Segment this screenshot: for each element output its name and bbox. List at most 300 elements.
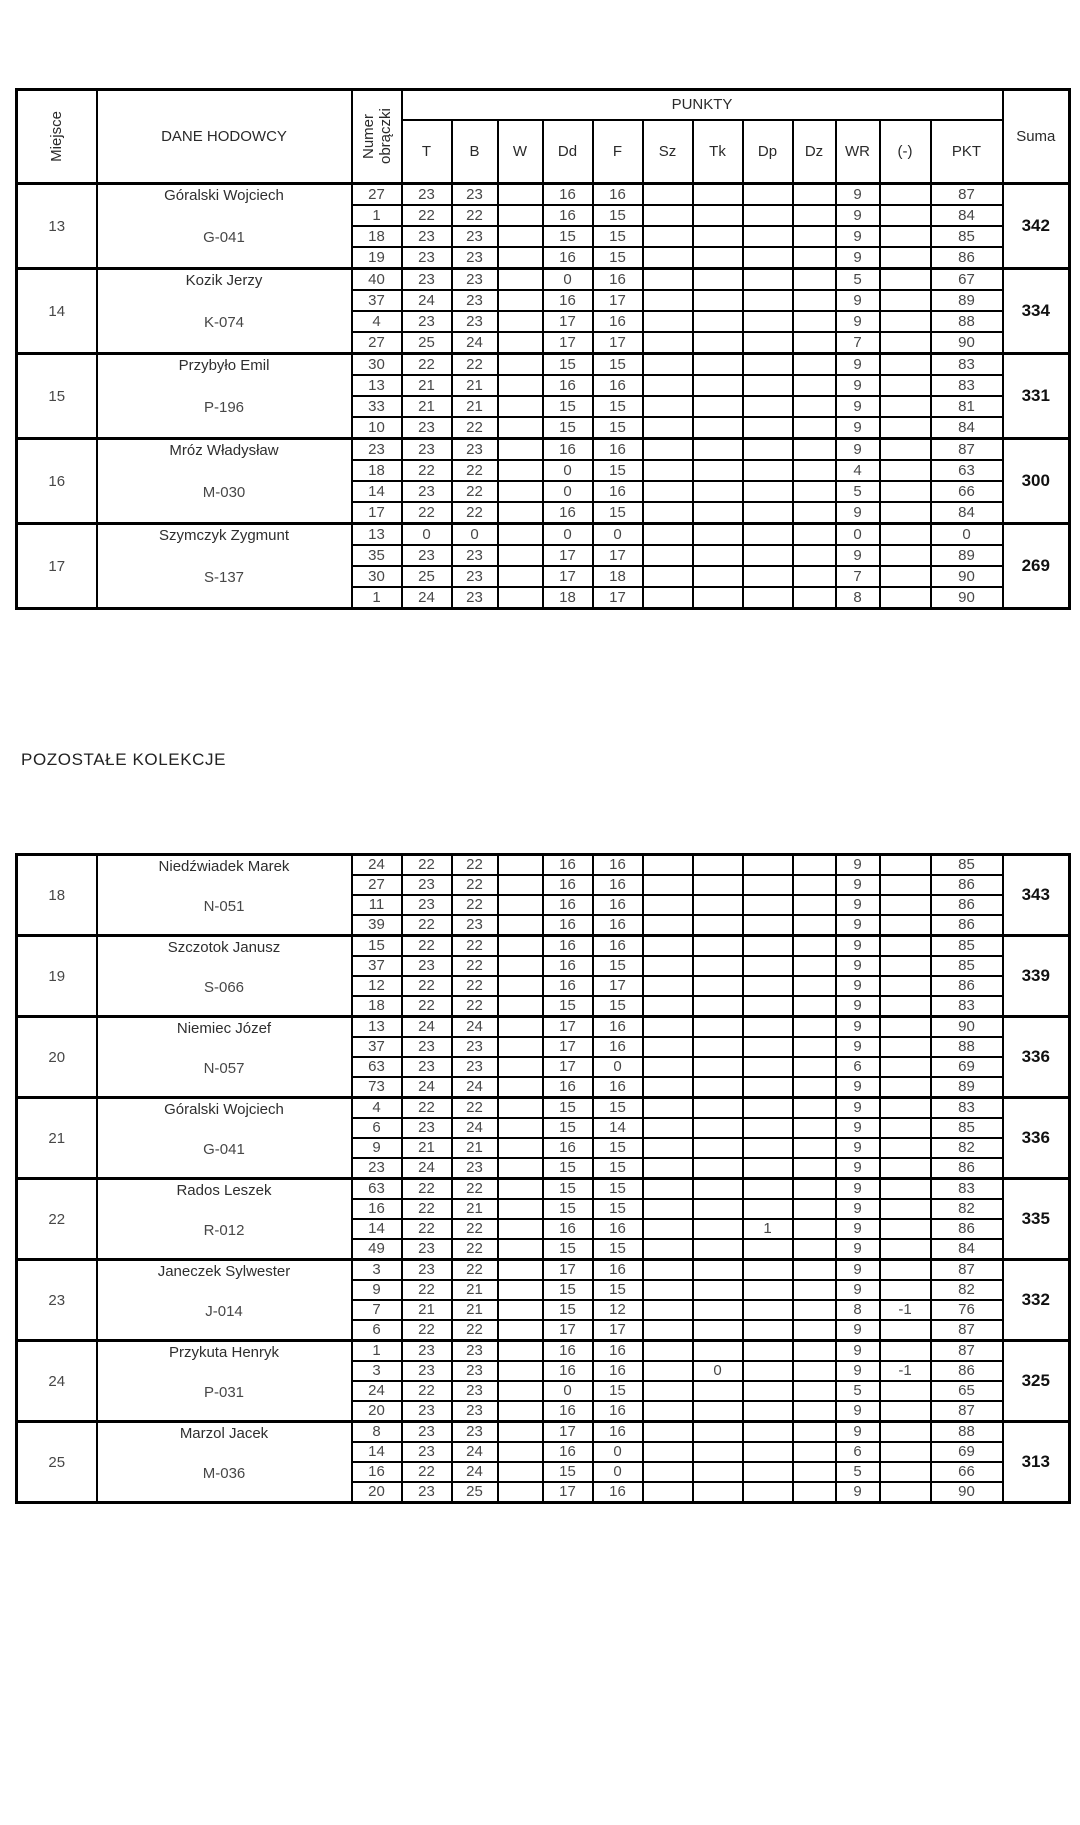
cell-Sz <box>643 545 693 566</box>
breeder-name: Szczotok Janusz <box>167 939 281 956</box>
cell-WR: 5 <box>836 269 880 291</box>
breeder-cell <box>97 184 352 269</box>
cell-Dd: 15 <box>543 1199 593 1219</box>
header-numer-obraczki <box>352 90 402 184</box>
cell-ring: 63 <box>352 1179 402 1200</box>
cell-W <box>498 247 543 269</box>
cell-minus <box>880 1482 931 1503</box>
cell-Dd: 16 <box>543 375 593 396</box>
cell-B: 22 <box>452 1179 498 1200</box>
header-col-Dd: Dd <box>543 120 593 184</box>
cell-Tk <box>693 1442 743 1462</box>
pigeon-row <box>17 184 1070 206</box>
cell-Dz <box>793 1138 836 1158</box>
cell-Tk <box>693 915 743 936</box>
cell-ring: 30 <box>352 354 402 376</box>
cell-Dz <box>793 417 836 439</box>
cell-Dp <box>743 956 793 976</box>
cell-Dd: 0 <box>543 524 593 546</box>
cell-WR: 9 <box>836 895 880 915</box>
cell-B: 22 <box>452 1239 498 1260</box>
cell-ring: 10 <box>352 417 402 439</box>
cell-ring: 20 <box>352 1482 402 1503</box>
pigeon-row <box>17 1179 1070 1200</box>
cell-minus <box>880 1057 931 1077</box>
place-cell: 17 <box>17 524 97 609</box>
cell-F: 16 <box>593 184 643 206</box>
breeder-code: S-137 <box>203 569 245 587</box>
cell-T: 23 <box>402 184 452 206</box>
cell-F: 15 <box>593 354 643 376</box>
cell-ring: 20 <box>352 1401 402 1422</box>
cell-T: 24 <box>402 290 452 311</box>
cell-T: 22 <box>402 1219 452 1239</box>
cell-Dd: 16 <box>543 1401 593 1422</box>
cell-T: 23 <box>402 1401 452 1422</box>
cell-Dd: 15 <box>543 417 593 439</box>
cell-Tk <box>693 1098 743 1119</box>
cell-Dp <box>743 1077 793 1098</box>
cell-minus <box>880 936 931 957</box>
cell-B: 23 <box>452 1361 498 1381</box>
cell-W <box>498 1341 543 1362</box>
cell-ring: 19 <box>352 247 402 269</box>
cell-B: 21 <box>452 1300 498 1320</box>
cell-Dz <box>793 1179 836 1200</box>
cell-Dd: 17 <box>543 1017 593 1038</box>
cell-Dd: 16 <box>543 976 593 996</box>
cell-B: 22 <box>452 481 498 502</box>
cell-Dp <box>743 545 793 566</box>
cell-WR: 9 <box>836 396 880 417</box>
cell-T: 22 <box>402 502 452 524</box>
cell-Sz <box>643 1199 693 1219</box>
place-cell: 18 <box>17 855 97 936</box>
cell-minus <box>880 1401 931 1422</box>
cell-Dp <box>743 976 793 996</box>
cell-Dd: 16 <box>543 205 593 226</box>
cell-B: 22 <box>452 417 498 439</box>
cell-minus <box>880 1462 931 1482</box>
cell-minus <box>880 460 931 481</box>
cell-PKT: 88 <box>931 311 1003 332</box>
cell-W <box>498 1381 543 1401</box>
cell-B: 21 <box>452 1199 498 1219</box>
cell-Sz <box>643 269 693 291</box>
cell-Dd: 17 <box>543 1260 593 1281</box>
cell-Dz <box>793 1260 836 1281</box>
cell-Dz <box>793 1037 836 1057</box>
cell-Sz <box>643 396 693 417</box>
cell-ring: 8 <box>352 1422 402 1443</box>
cell-Sz <box>643 976 693 996</box>
cell-Sz <box>643 996 693 1017</box>
cell-minus: -1 <box>880 1361 931 1381</box>
cell-ring: 17 <box>352 502 402 524</box>
cell-minus <box>880 375 931 396</box>
cell-T: 22 <box>402 1199 452 1219</box>
results-table-2 <box>15 853 1071 1504</box>
cell-Dz <box>793 1361 836 1381</box>
cell-minus <box>880 566 931 587</box>
cell-B: 22 <box>452 936 498 957</box>
cell-Sz <box>643 184 693 206</box>
cell-minus <box>880 915 931 936</box>
cell-Dp <box>743 566 793 587</box>
cell-F: 16 <box>593 439 643 461</box>
breeder-name: Szymczyk Zygmunt <box>158 527 290 544</box>
cell-B: 23 <box>452 1158 498 1179</box>
cell-Sz <box>643 247 693 269</box>
cell-B: 24 <box>452 1017 498 1038</box>
cell-WR: 9 <box>836 875 880 895</box>
cell-PKT: 84 <box>931 1239 1003 1260</box>
cell-W <box>498 1361 543 1381</box>
cell-W <box>498 1077 543 1098</box>
cell-T: 23 <box>402 481 452 502</box>
cell-Sz <box>643 1138 693 1158</box>
cell-B: 22 <box>452 875 498 895</box>
cell-WR: 7 <box>836 566 880 587</box>
cell-PKT: 66 <box>931 481 1003 502</box>
cell-PKT: 87 <box>931 439 1003 461</box>
cell-F: 15 <box>593 205 643 226</box>
cell-Dp <box>743 1442 793 1462</box>
cell-Tk <box>693 1401 743 1422</box>
cell-PKT: 83 <box>931 1098 1003 1119</box>
cell-Sz <box>643 1482 693 1503</box>
cell-B: 23 <box>452 269 498 291</box>
cell-F: 16 <box>593 1482 643 1503</box>
suma-cell: 335 <box>1003 1179 1070 1260</box>
cell-minus <box>880 956 931 976</box>
cell-ring: 37 <box>352 1037 402 1057</box>
cell-PKT: 84 <box>931 417 1003 439</box>
cell-PKT: 83 <box>931 375 1003 396</box>
breeder-name: Kozik Jerzy <box>185 272 263 289</box>
cell-T: 25 <box>402 566 452 587</box>
cell-F: 16 <box>593 1341 643 1362</box>
cell-ring: 11 <box>352 895 402 915</box>
cell-minus <box>880 996 931 1017</box>
cell-Dp <box>743 269 793 291</box>
cell-Dz <box>793 1118 836 1138</box>
cell-W <box>498 460 543 481</box>
place-cell: 21 <box>17 1098 97 1179</box>
cell-F: 17 <box>593 290 643 311</box>
place-cell: 13 <box>17 184 97 269</box>
cell-Dz <box>793 481 836 502</box>
cell-B: 23 <box>452 1422 498 1443</box>
cell-Dz <box>793 566 836 587</box>
pigeon-row <box>17 1017 1070 1038</box>
cell-WR: 9 <box>836 1199 880 1219</box>
cell-W <box>498 290 543 311</box>
cell-B: 23 <box>452 1057 498 1077</box>
cell-F: 16 <box>593 936 643 957</box>
breeder-code: G-041 <box>203 229 245 247</box>
cell-PKT: 69 <box>931 1057 1003 1077</box>
cell-Tk <box>693 502 743 524</box>
cell-T: 23 <box>402 1482 452 1503</box>
header-dane-hodowcy: DANE HODOWCY <box>97 90 352 184</box>
cell-Dz <box>793 915 836 936</box>
cell-F: 15 <box>593 1280 643 1300</box>
cell-WR: 9 <box>836 354 880 376</box>
cell-Dd: 17 <box>543 332 593 354</box>
cell-Dz <box>793 1462 836 1482</box>
cell-minus <box>880 1341 931 1362</box>
cell-WR: 9 <box>836 1017 880 1038</box>
cell-Dp <box>743 1381 793 1401</box>
cell-Dd: 17 <box>543 545 593 566</box>
cell-Dd: 0 <box>543 481 593 502</box>
cell-F: 18 <box>593 566 643 587</box>
cell-Dp <box>743 184 793 206</box>
cell-B: 23 <box>452 311 498 332</box>
cell-minus <box>880 1422 931 1443</box>
cell-Tk <box>693 184 743 206</box>
cell-Dz <box>793 269 836 291</box>
cell-F: 17 <box>593 976 643 996</box>
cell-W <box>498 332 543 354</box>
cell-WR: 9 <box>836 311 880 332</box>
cell-F: 15 <box>593 226 643 247</box>
cell-Dp <box>743 354 793 376</box>
cell-W <box>498 269 543 291</box>
cell-PKT: 89 <box>931 290 1003 311</box>
suma-cell: 300 <box>1003 439 1070 524</box>
cell-Tk <box>693 936 743 957</box>
cell-Dp <box>743 396 793 417</box>
cell-Dz <box>793 524 836 546</box>
cell-Dd: 17 <box>543 1482 593 1503</box>
cell-PKT: 88 <box>931 1422 1003 1443</box>
cell-Tk <box>693 1219 743 1239</box>
cell-T: 22 <box>402 976 452 996</box>
cell-B: 24 <box>452 1462 498 1482</box>
cell-Dd: 16 <box>543 855 593 876</box>
cell-ring: 18 <box>352 226 402 247</box>
cell-Dd: 15 <box>543 396 593 417</box>
cell-ring: 13 <box>352 524 402 546</box>
cell-Dd: 15 <box>543 1462 593 1482</box>
cell-W <box>498 481 543 502</box>
cell-B: 22 <box>452 1260 498 1281</box>
cell-Dz <box>793 1239 836 1260</box>
breeder-code: R-012 <box>203 1222 245 1240</box>
cell-ring: 4 <box>352 1098 402 1119</box>
pigeon-row <box>17 936 1070 957</box>
cell-Dd: 0 <box>543 460 593 481</box>
cell-Dz <box>793 1442 836 1462</box>
cell-B: 21 <box>452 375 498 396</box>
cell-W <box>498 956 543 976</box>
cell-minus <box>880 396 931 417</box>
cell-PKT: 85 <box>931 855 1003 876</box>
cell-F: 0 <box>593 1462 643 1482</box>
cell-WR: 5 <box>836 1462 880 1482</box>
suma-cell: 343 <box>1003 855 1070 936</box>
cell-Dz <box>793 875 836 895</box>
cell-ring: 9 <box>352 1138 402 1158</box>
cell-W <box>498 1098 543 1119</box>
cell-Dz <box>793 1482 836 1503</box>
cell-W <box>498 875 543 895</box>
cell-ring: 7 <box>352 1300 402 1320</box>
cell-Tk <box>693 1320 743 1341</box>
cell-WR: 5 <box>836 1381 880 1401</box>
cell-B: 23 <box>452 226 498 247</box>
cell-WR: 9 <box>836 439 880 461</box>
cell-PKT: 90 <box>931 566 1003 587</box>
cell-WR: 9 <box>836 1179 880 1200</box>
cell-F: 15 <box>593 996 643 1017</box>
cell-Sz <box>643 290 693 311</box>
cell-PKT: 82 <box>931 1199 1003 1219</box>
cell-Tk: 0 <box>693 1361 743 1381</box>
cell-F: 16 <box>593 375 643 396</box>
cell-Dz <box>793 956 836 976</box>
cell-ring: 73 <box>352 1077 402 1098</box>
breeder-code: K-074 <box>203 314 245 332</box>
cell-PKT: 86 <box>931 1361 1003 1381</box>
place-cell: 19 <box>17 936 97 1017</box>
breeder-code: P-031 <box>203 1384 245 1402</box>
cell-T: 22 <box>402 1462 452 1482</box>
cell-B: 24 <box>452 1118 498 1138</box>
cell-Sz <box>643 855 693 876</box>
cell-WR: 9 <box>836 956 880 976</box>
cell-ring: 18 <box>352 996 402 1017</box>
cell-ring: 15 <box>352 936 402 957</box>
pigeon-row <box>17 855 1070 876</box>
cell-F: 15 <box>593 1381 643 1401</box>
cell-Sz <box>643 936 693 957</box>
cell-Tk <box>693 226 743 247</box>
cell-T: 23 <box>402 269 452 291</box>
cell-Tk <box>693 1381 743 1401</box>
cell-F: 15 <box>593 1138 643 1158</box>
cell-Dd: 16 <box>543 1341 593 1362</box>
place-cell: 16 <box>17 439 97 524</box>
breeder-cell <box>97 1260 352 1341</box>
cell-Dp <box>743 1199 793 1219</box>
cell-minus <box>880 226 931 247</box>
breeder-cell <box>97 269 352 354</box>
cell-F: 15 <box>593 956 643 976</box>
cell-minus <box>880 1260 931 1281</box>
cell-T: 23 <box>402 956 452 976</box>
cell-WR: 0 <box>836 524 880 546</box>
cell-F: 16 <box>593 1219 643 1239</box>
cell-B: 22 <box>452 855 498 876</box>
cell-ring: 16 <box>352 1199 402 1219</box>
cell-B: 22 <box>452 205 498 226</box>
cell-Dp <box>743 895 793 915</box>
cell-W <box>498 976 543 996</box>
cell-ring: 27 <box>352 184 402 206</box>
cell-Tk <box>693 1037 743 1057</box>
cell-Dz <box>793 1077 836 1098</box>
cell-Dp <box>743 1260 793 1281</box>
cell-T: 22 <box>402 1320 452 1341</box>
breeder-code: M-030 <box>202 484 246 502</box>
cell-Dd: 16 <box>543 439 593 461</box>
cell-T: 22 <box>402 1098 452 1119</box>
cell-Dd: 16 <box>543 936 593 957</box>
cell-Dz <box>793 1280 836 1300</box>
cell-Sz <box>643 1300 693 1320</box>
suma-cell: 336 <box>1003 1017 1070 1098</box>
cell-B: 23 <box>452 290 498 311</box>
cell-Dp <box>743 1179 793 1200</box>
cell-T: 23 <box>402 1361 452 1381</box>
cell-Dd: 15 <box>543 1158 593 1179</box>
cell-Dz <box>793 1017 836 1038</box>
cell-B: 23 <box>452 1341 498 1362</box>
cell-Sz <box>643 1118 693 1138</box>
cell-Dz <box>793 1401 836 1422</box>
cell-ring: 3 <box>352 1260 402 1281</box>
cell-Dz <box>793 332 836 354</box>
cell-Sz <box>643 1077 693 1098</box>
cell-minus <box>880 545 931 566</box>
cell-Dz <box>793 1422 836 1443</box>
cell-WR: 9 <box>836 1077 880 1098</box>
cell-Dz <box>793 460 836 481</box>
cell-Tk <box>693 1422 743 1443</box>
cell-Dp <box>743 1280 793 1300</box>
cell-ring: 9 <box>352 1280 402 1300</box>
suma-cell: 331 <box>1003 354 1070 439</box>
cell-Dp <box>743 915 793 936</box>
cell-Dd: 16 <box>543 1077 593 1098</box>
cell-WR: 9 <box>836 1219 880 1239</box>
cell-minus <box>880 205 931 226</box>
cell-Dz <box>793 1057 836 1077</box>
cell-Tk <box>693 1077 743 1098</box>
breeder-code: M-036 <box>202 1465 246 1483</box>
cell-F: 0 <box>593 524 643 546</box>
cell-WR: 9 <box>836 247 880 269</box>
cell-Tk <box>693 332 743 354</box>
cell-W <box>498 439 543 461</box>
cell-Tk <box>693 460 743 481</box>
cell-Dp <box>743 1158 793 1179</box>
breeder-code: N-057 <box>203 1060 245 1078</box>
cell-PKT: 87 <box>931 1320 1003 1341</box>
cell-Dp <box>743 332 793 354</box>
cell-Tk <box>693 1199 743 1219</box>
cell-Dp <box>743 247 793 269</box>
cell-Dz <box>793 502 836 524</box>
cell-Sz <box>643 956 693 976</box>
cell-W <box>498 936 543 957</box>
cell-Sz <box>643 1401 693 1422</box>
cell-W <box>498 184 543 206</box>
suma-cell: 325 <box>1003 1341 1070 1422</box>
cell-B: 22 <box>452 354 498 376</box>
cell-minus <box>880 184 931 206</box>
cell-Dz <box>793 396 836 417</box>
cell-WR: 9 <box>836 1320 880 1341</box>
cell-ring: 30 <box>352 566 402 587</box>
cell-minus <box>880 417 931 439</box>
cell-minus <box>880 247 931 269</box>
cell-ring: 23 <box>352 439 402 461</box>
cell-B: 23 <box>452 915 498 936</box>
